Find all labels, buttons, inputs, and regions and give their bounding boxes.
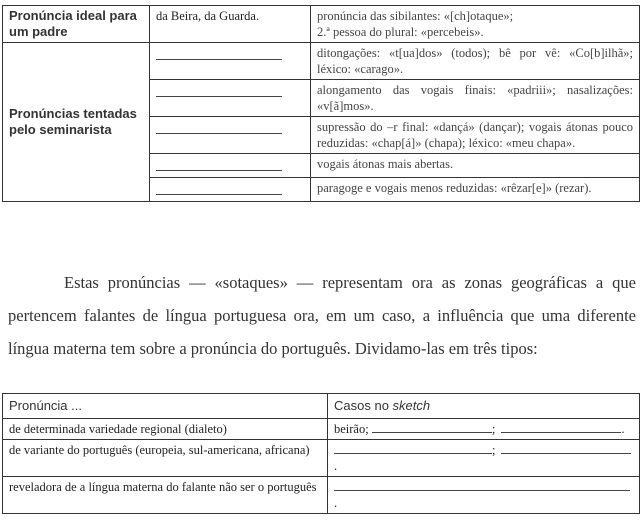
blank-answer-cell (150, 80, 311, 117)
blank-line[interactable] (334, 443, 492, 454)
type-label: de determinada variedade regional (dialeto) (3, 419, 328, 440)
region-cell: da Beira, da Guarda. (150, 6, 311, 43)
header-casos (328, 394, 640, 419)
answer-cell: beirão; ; . (328, 419, 640, 440)
table-header-row (3, 394, 640, 419)
header-casos-prefix: Casos no (334, 398, 393, 413)
answer-prefix: beirão; (334, 422, 372, 436)
blank-line[interactable] (334, 480, 630, 491)
table-row (3, 440, 640, 477)
blank-line[interactable] (156, 86, 282, 97)
blank-answer-cell (150, 117, 311, 154)
features-line: 2.ª pessoa do plural: «percebeis». (317, 25, 484, 39)
blank-answer-cell (150, 154, 311, 178)
blank-answer-cell (150, 43, 311, 80)
header-casos-italic: sketch (392, 398, 431, 413)
answer-cell: ;. (328, 440, 640, 477)
blank-line[interactable] (501, 443, 631, 454)
blank-answer-cell (150, 178, 311, 202)
type-label: reveladora de a língua materna do falante não ser o português (3, 477, 328, 514)
features-cell (311, 6, 640, 43)
table-row (3, 419, 640, 440)
accent-table (2, 5, 640, 202)
blank-line[interactable] (156, 184, 282, 195)
features-cell: vogais átonas mais abertas. (311, 154, 640, 178)
features-cell: ditongações: «t[ua]dos» (todos); bê por vê: «Co[b]ilhã»; léxico: «carago». (311, 43, 640, 80)
classification-table (2, 393, 640, 514)
type-label: de variante do português (europeia, sul-americana, africana) (3, 440, 328, 477)
header-pronuncia: Pronúncia ... (3, 394, 328, 419)
body-paragraph (8, 266, 636, 365)
blank-line[interactable] (156, 160, 282, 171)
answer-cell: . (328, 477, 640, 514)
table-row (3, 43, 640, 80)
blank-line[interactable] (156, 123, 282, 134)
features-line: pronúncia das sibilantes: «[ch]otaque»; (317, 9, 514, 23)
table-row (3, 477, 640, 514)
row-label-ideal: Pronúncia ideal para um padre (3, 6, 150, 43)
paragraph-text: Estas pronúncias — «sotaques» — representam ora as zonas geográficas a que pertencem falantes de língua portuguesa ora, em um caso, a influência que uma diferente língua materna tem sobre a pronúncia do português. Dividamo-las em três tipos: (8, 273, 636, 358)
group-label-seminarista: Pronúncias tentadas pelo seminarista (3, 43, 150, 202)
table-row (3, 6, 640, 43)
blank-line[interactable] (372, 422, 492, 433)
blank-line[interactable] (501, 422, 621, 433)
features-cell: supressão do –r final: «dançá» (dançar); vogais átonas pouco reduzidas: «chap[á]» (chapa); léxico: «meu chapa». (311, 117, 640, 154)
features-cell: paragoge e vogais menos reduzidas: «rêzar[e]» (rezar). (311, 178, 640, 202)
blank-line[interactable] (156, 49, 282, 60)
features-cell: alongamento das vogais finais: «padriii»; nasalizações: «v[ã]mos». (311, 80, 640, 117)
